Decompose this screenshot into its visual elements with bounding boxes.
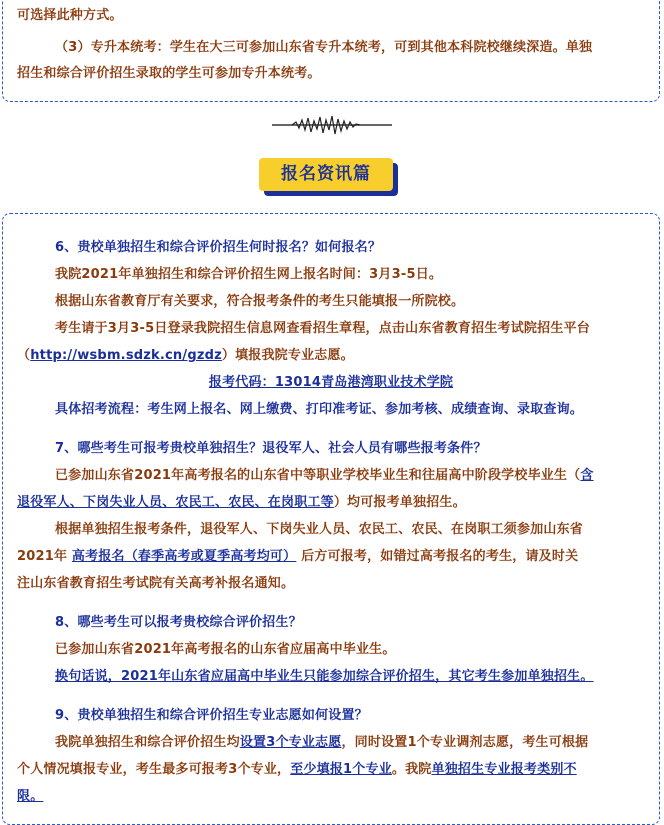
faq-7-line-3: 根据单独招生报考条件，退役军人、下岗失业人员、农民工、农民、在岗职工须参加山东省 bbox=[55, 522, 584, 537]
faq-6-line-4-rest: ）填报我院专业志愿。 bbox=[221, 348, 354, 363]
faq-9-line-2-a: 个人情况填报专业，考生最多可报考3个专业， bbox=[17, 762, 291, 777]
faq-7-line-4-b: 高考报名（春季高考或夏季高考均可） bbox=[71, 549, 297, 564]
faq-9-line-2-d: 单独招生专业报考类别不 bbox=[431, 762, 577, 777]
faq-9-line-1 bbox=[3, 729, 659, 756]
faq-7-line-5: 注山东省教育招生考试院有关高考补报名通知。 bbox=[17, 576, 295, 591]
waveform-divider-icon bbox=[272, 114, 392, 136]
faq-7-line-4-c: 后方可报考，如错过高考报名的考生，请及时关 bbox=[301, 549, 579, 564]
faq-9-line-3: 限。 bbox=[17, 789, 44, 804]
faq-7-line-1 bbox=[3, 462, 659, 489]
faq-9-line-2-c: 。我院 bbox=[391, 762, 432, 777]
faq-card bbox=[2, 213, 660, 825]
registration-link[interactable]: http://wsbm.sdzk.cn/gzdz bbox=[30, 348, 222, 363]
application-code: 报考代码：13014青岛港湾职业技术学院 bbox=[208, 375, 454, 390]
faq-6-line-3: 考生请于3月3-5日登录我院招生信息网查看招生章程，点击山东省教育招生考试院招生平台 bbox=[55, 321, 590, 336]
faq-7-line-1-a: 已参加山东省2021年高考报名的山东省中等职业学校毕业生和往届高中阶段学校毕业生（ bbox=[55, 468, 581, 483]
intro-card bbox=[2, 0, 660, 102]
faq-6-line-6: 具体招考流程：考生网上报名、网上缴费、打印准考证、参加考核、成绩查询、录取查询。 bbox=[55, 402, 584, 417]
faq-6-line-4 bbox=[3, 342, 659, 369]
faq-9-line-1-b: 设置3个专业志愿 bbox=[239, 735, 342, 750]
top-line-2: （3）专升本统考：学生在大三可参加山东省专升本统考，可到其他本科院校继续深造。单独 bbox=[55, 40, 593, 55]
faq-9-line-2-b: 至少填报1个专业 bbox=[290, 762, 392, 777]
section-banner bbox=[259, 158, 399, 196]
faq-7-line-4 bbox=[3, 543, 659, 570]
faq-6-line-2: 根据山东省教育厅有关要求，符合报考条件的考生只能填报一所院校。 bbox=[55, 294, 465, 309]
banner-title: 报名资讯篇 bbox=[259, 158, 393, 191]
top-line-3: 招生和综合评价招生录取的学生可参加专升本统考。 bbox=[17, 66, 321, 81]
faq-8-line-1: 已参加山东省2021年高考报名的山东省应届高中毕业生。 bbox=[55, 642, 396, 657]
faq-question-6: 6、贵校单独招生和综合评价招生何时报名？如何报名？ bbox=[55, 240, 382, 255]
top-line-1: 可选择此种方式。 bbox=[17, 8, 123, 23]
faq-6-line-1: 我院2021年单独招生和综合评价招生网上报名时间：3月3-5日。 bbox=[55, 267, 443, 282]
faq-7-line-2-a: 退役军人、下岗失业人员、农民工、农民、在岗职工等 bbox=[17, 495, 334, 510]
faq-7-line-4-a: 2021年 bbox=[17, 549, 68, 564]
faq-9-line-1-c: ，同时设置1个专业调剂志愿，考生可根据 bbox=[341, 735, 589, 750]
faq-7-line-1-b: 含 bbox=[580, 468, 594, 483]
faq-question-7: 7、哪些考生可报考贵校单独招生？退役军人、社会人员有哪些报考条件？ bbox=[55, 441, 487, 456]
faq-9-line-2 bbox=[3, 756, 659, 783]
faq-7-line-2 bbox=[3, 489, 659, 516]
faq-question-9: 9、贵校单独招生和综合评价招生专业志愿如何设置？ bbox=[55, 708, 368, 723]
faq-question-8: 8、哪些考生可以报考贵校综合评价招生？ bbox=[55, 615, 302, 630]
paren-open: （ bbox=[17, 348, 31, 363]
faq-8-line-2: 换句话说，2021年山东省应届高中毕业生只能参加综合评价招生，其它考生参加单独招生。 bbox=[55, 669, 594, 684]
faq-9-line-1-a: 我院单独招生和综合评价招生均 bbox=[55, 735, 240, 750]
faq-7-line-2-b: ）均可报考单独招生。 bbox=[333, 495, 466, 510]
